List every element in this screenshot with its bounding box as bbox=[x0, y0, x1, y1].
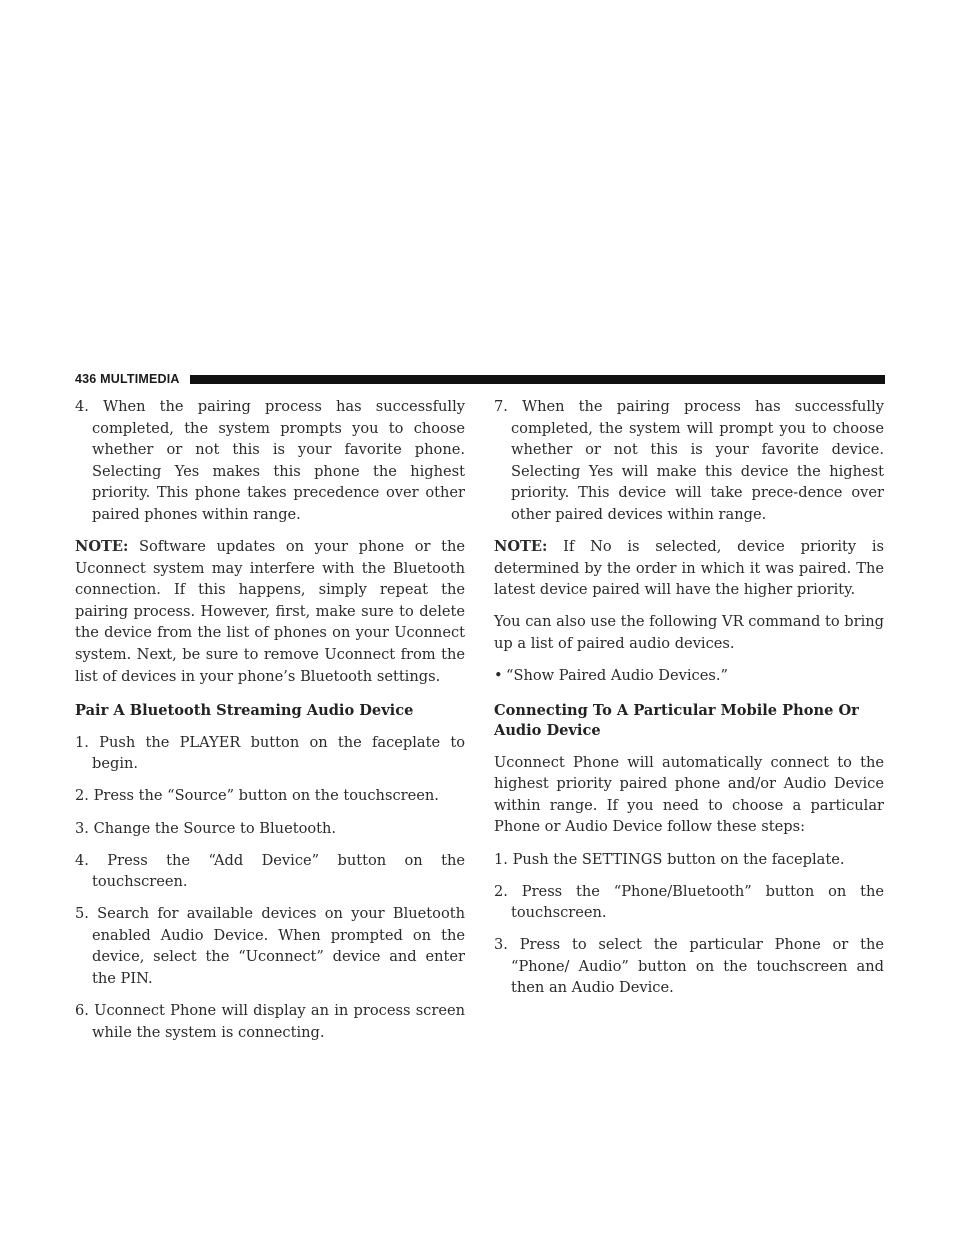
list-item: 1. Push the SETTINGS button on the faceplate. bbox=[494, 850, 845, 868]
list-item: 4. Press the “Add Device” button on the touchscreen. bbox=[75, 851, 465, 891]
bullet-icon: • bbox=[494, 667, 503, 685]
step-7-favorite-device: 7. When the pairing process has successfully completed, the system will prompt you to choose whether or not this is your favorite device. Selecting Yes will make this device the highest priority. This device will take prece-dence over other paired devices within range. bbox=[494, 398, 884, 523]
note-software-updates bbox=[75, 536, 465, 687]
page-number-label: 436 MULTIMEDIA bbox=[75, 372, 180, 386]
note-label: NOTE: bbox=[494, 538, 548, 556]
list-item: 6. Uconnect Phone will display an in process screen while the system is connecting. bbox=[75, 1002, 465, 1041]
list-item: 5. Search for available devices on your Bluetooth enabled Audio Device. When prompted on the device, select the “Uconnect” device and enter the PIN. bbox=[75, 905, 465, 988]
note-device-priority bbox=[494, 536, 884, 601]
vr-intro: You can also use the following VR command to bring up a list of paired audio devices. bbox=[494, 613, 884, 652]
step-4-favorite-phone: 4. When the pairing process has successfully completed, the system prompts you to choose whether or not this is your favorite phone. Selecting Yes makes this phone the highest priority. This phone takes precedence over other paired phones within range. bbox=[75, 398, 465, 523]
note-text: If No is selected, device priority is determined by the order in which it was paired. The latest device paired will have the higher priority. bbox=[494, 538, 884, 599]
list-item: 2. Press the “Phone/Bluetooth” button on the touchscreen. bbox=[494, 882, 884, 922]
list-item: 1. Push the PLAYER button on the faceplate to begin. bbox=[75, 733, 465, 773]
section-intro: Uconnect Phone will automatically connect to the highest priority paired phone and/or Audio Device within range. If you need to choose a particular Phone or Audio Device follow these steps: bbox=[494, 753, 884, 836]
page-header bbox=[75, 372, 885, 386]
vr-command-bullet bbox=[494, 665, 884, 687]
left-column bbox=[75, 396, 465, 1054]
vr-command-text: “Show Paired Audio Devices.” bbox=[506, 667, 728, 685]
list-item: 3. Press to select the particular Phone or the “Phone/ Audio” button on the touchscreen and then an Audio Device. bbox=[494, 936, 884, 997]
list-item: 2. Press the “Source” button on the touchscreen. bbox=[75, 787, 439, 805]
note-label: NOTE: bbox=[75, 538, 129, 556]
note-text: Software updates on your phone or the Uconnect system may interfere with the Bluetooth connection. If this happens, simply repeat the pairing process. However, first, make sure to delete the device from the list of phones on your Uconnect system. Next, be sure to remove Uconnect from the list of devices in your phone’s Bluetooth settings. bbox=[75, 538, 465, 685]
list-item: 3. Change the Source to Bluetooth. bbox=[75, 819, 337, 837]
section-title-pair-audio: Pair A Bluetooth Streaming Audio Device bbox=[75, 702, 414, 720]
header-rule bbox=[190, 375, 885, 384]
right-column bbox=[494, 396, 884, 1010]
section-title-connecting: Connecting To A Particular Mobile Phone Or Audio Device bbox=[494, 701, 859, 740]
